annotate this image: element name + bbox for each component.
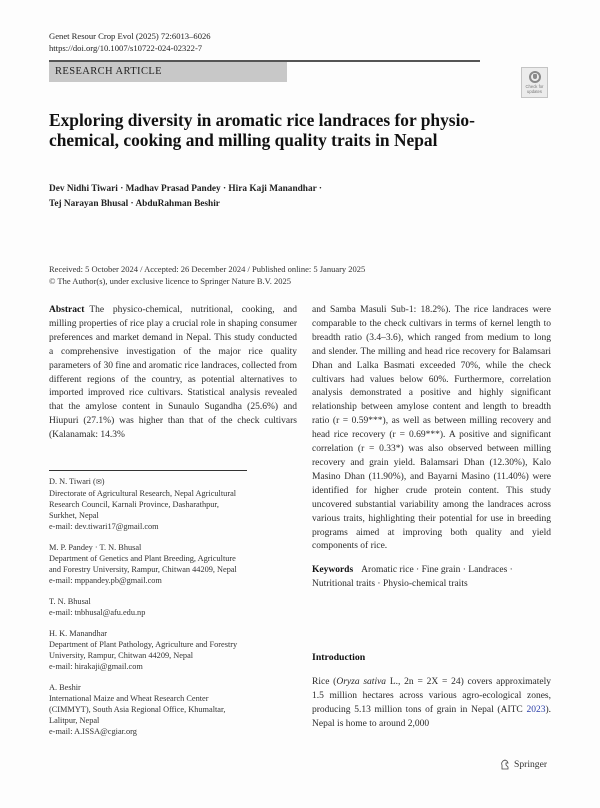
affiliation-name: D. N. Tiwari (49, 477, 91, 486)
intro-text: ). Nepal is home to around 2,000 (312, 704, 551, 729)
article-title: Exploring diversity in aromatic rice landraces for physio-chemical, cooking and milling quality traits in Nepal (49, 110, 475, 150)
affiliation-line: Lalitpur, Nepal (49, 716, 100, 725)
doi-link[interactable]: https://doi.org/10.1007/s10722-024-02322-7 (49, 43, 203, 53)
affiliation-email[interactable]: e-mail: dev.tiwari17@gmail.com (49, 522, 159, 531)
citation-link-aitc-2023[interactable]: 2023 (526, 704, 546, 715)
affiliation-line: Department of Genetics and Plant Breeding, Agriculture (49, 554, 236, 563)
affiliation-bhusal (49, 596, 289, 618)
affiliation-email[interactable]: e-mail: tnbhusal@afu.edu.np (49, 608, 146, 617)
affiliation-email[interactable]: e-mail: mppandey.pb@gmail.com (49, 576, 162, 585)
journal-header (49, 30, 211, 54)
intro-text: L., 2n = 2X = 24) covers approximately 1.5 million hectares across various agro-ecological zones, producing 5.13 million tons of grain in Nepal (AITC (312, 677, 551, 715)
envelope-icon: ✉ (95, 478, 102, 486)
affiliation-name: M. P. Pandey · T. N. Bhusal (49, 543, 142, 552)
keywords (312, 564, 551, 592)
affiliation-line: Surkhet, Nepal (49, 511, 99, 520)
affiliation-line: International Maize and Wheat Research Center (49, 694, 209, 703)
introduction-heading: Introduction (312, 652, 366, 663)
check-for-updates-icon (529, 71, 541, 83)
article-type-banner: RESEARCH ARTICLE (49, 62, 287, 82)
affiliation-line: and Forestry University, Rampur, Chitwan 44209, Nepal (49, 565, 237, 574)
affiliation-line: Research Council, Karnali Province, Dasharathpur, (49, 500, 219, 509)
intro-text: Rice ( (312, 677, 337, 687)
publication-dates (49, 263, 365, 287)
springer-horse-icon (500, 759, 510, 770)
affiliation-pandey-bhusal (49, 542, 289, 586)
affiliations (49, 476, 289, 747)
publisher-logo (500, 759, 547, 770)
affiliation-line: Department of Plant Pathology, Agriculture and Forestry (49, 640, 238, 649)
affiliation-manandhar (49, 628, 289, 672)
abstract-left (49, 304, 297, 443)
affiliation-line: (CIMMYT), South Asia Regional Office, Khumaltar, (49, 705, 226, 714)
introduction-paragraph (312, 676, 551, 732)
copyright-notice: © The Author(s), under exclusive licence to Springer Nature B.V. 2025 (49, 276, 291, 286)
check-for-updates-button[interactable] (521, 67, 548, 98)
author-line-1: Dev Nidhi Tiwari · Madhav Prasad Pandey · Hira Kaji Manandhar · (49, 184, 323, 194)
abstract-text-left: The physico-chemical, nutritional, cooking, and milling properties of rice play a crucial role in shaping consumer preferences and market demand in Nepal. This study conducted a comprehensive investigation of the major rice quality parameters of 30 fine and aromatic rice landraces, collected from different regions of the country, as potential alternatives to imported improved rice cultivars. Statistical analysis revealed that the amylose content in Sunaulo Sugandha (25.6%) and Hiupuri (27.1%) was higher than that of the check cultivars (Kalanamak: 14.3% (49, 305, 297, 441)
affiliation-beshir (49, 682, 289, 737)
affiliation-line: Directorate of Agricultural Research, Nepal Agricultural (49, 489, 237, 498)
check-for-updates-label-1: Check for (525, 84, 544, 89)
footnote-rule (49, 470, 247, 471)
check-for-updates-label-2: updates (527, 89, 542, 94)
author-list (49, 182, 469, 212)
affiliation-name: A. Beshir (49, 683, 81, 692)
abstract-right: and Samba Masuli Sub-1: 18.2%). The rice landraces were comparable to the check cultivars in terms of kernel length to breadth ratio (3.4–3.6), which ranged from medium to long and slender. The milling and head rice recovery for Balamsari Dhan and Lalka Basmati exceeded 70%, while the check cultivars had values below 60%. Furthermore, correlation analysis demonstrated a positive and highly significant relationship between amylose content and length to breadth ratio (r = 0.59***), as well as between milling recovery and head rice recovery (r = 0.69***). A positive and significant correlation (r = 0.33*) was also observed between milling recovery and grain yield. Balamsari Dhan (12.30%), Kalo Masino Dhan (11.90%), and Bayarni Masino (11.40%) were identified for higher crude protein content. This study uncovered substantial variability among the landraces across various traits, highlighting their potential for use in breeding programs aimed at improving both quality and yield components of rice. (312, 305, 551, 552)
affiliation-email[interactable]: e-mail: A.ISSA@cgiar.org (49, 727, 137, 736)
species-name: Oryza sativa (336, 677, 387, 687)
affiliation-name: H. K. Manandhar (49, 629, 108, 638)
journal-citation: Genet Resour Crop Evol (2025) 72:6013–6026 (49, 31, 211, 41)
affiliation-email[interactable]: e-mail: hirakaji@gmail.com (49, 662, 143, 671)
right-column (312, 304, 551, 592)
affiliation-line: University, Rampur, Chitwan 44209, Nepal (49, 651, 194, 660)
author-line-2: Tej Narayan Bhusal · AbduRahman Beshir (49, 199, 220, 209)
affiliation-tiwari: D. N. Tiwari (✉) Directorate of Agricultural Research, Nepal Agricultural Research Council, Karnali Province, Dasharathpur, Surkhet, Nepal e-mail: dev.tiwari17@gmail.com (49, 476, 289, 532)
keywords-text: Aromatic rice · Fine grain · Landraces · Nutritional traits · Physio-chemical traits (312, 565, 513, 590)
publisher-name: Springer (514, 759, 548, 770)
abstract-label: Abstract (49, 305, 85, 315)
date-history: Received: 5 October 2024 / Accepted: 26 December 2024 / Published online: 5 January 2025 (49, 264, 366, 274)
affiliation-name: T. N. Bhusal (49, 597, 91, 606)
left-column (49, 304, 297, 443)
keywords-label: Keywords (312, 565, 354, 576)
